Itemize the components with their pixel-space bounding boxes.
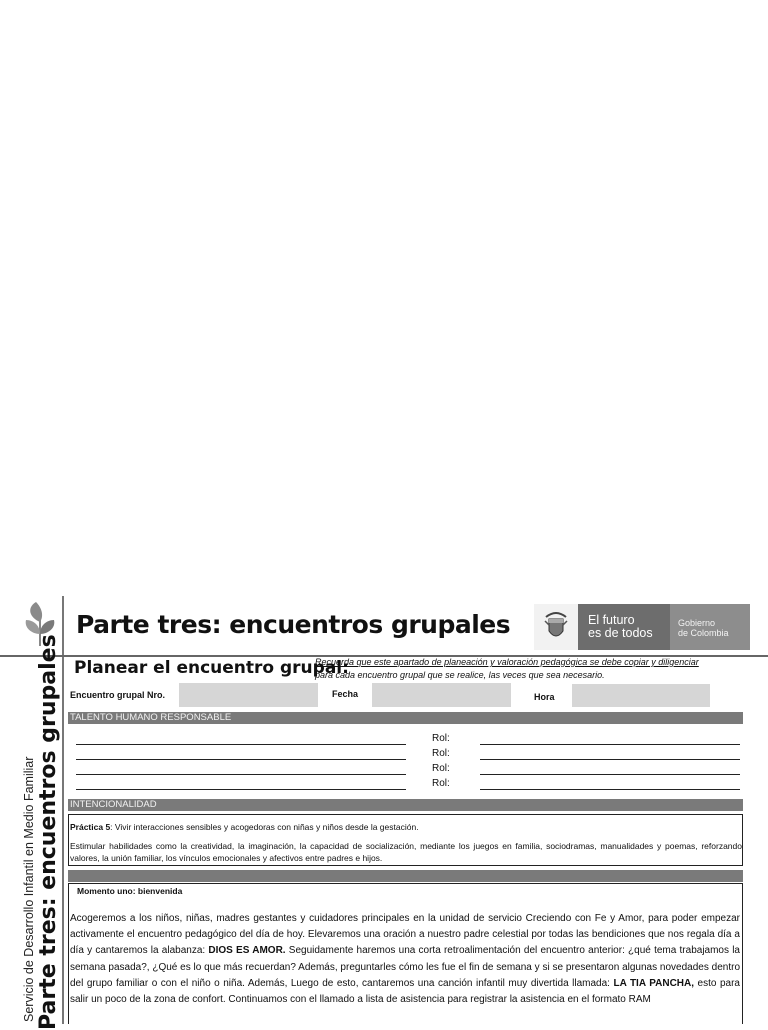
rol-line-3[interactable] xyxy=(480,774,740,775)
page-title: Parte tres: encuentros grupales xyxy=(76,610,511,639)
name-line-4[interactable] xyxy=(76,789,406,790)
fecha-field[interactable] xyxy=(372,683,511,707)
encuentro-number-label: Encuentro grupal Nro. xyxy=(70,690,166,700)
encuentro-number-field[interactable] xyxy=(179,683,318,707)
hora-field[interactable] xyxy=(572,684,710,707)
planear-title: Planear el encuentro grupal: xyxy=(74,658,349,678)
name-line-1[interactable] xyxy=(76,744,406,745)
rol-label-1: Rol: xyxy=(432,733,450,744)
gov-slogan xyxy=(578,604,670,650)
name-line-2[interactable] xyxy=(76,759,406,760)
coat-of-arms-icon xyxy=(534,604,578,650)
planear-note-line1: Recuerda que este apartado de planeación y valoración pedagógica se debe copiar y diligenciar xyxy=(315,657,699,667)
rol-label-3: Rol: xyxy=(432,763,450,774)
rol-label-4: Rol: xyxy=(432,778,450,789)
momento-title: Momento uno: bienvenida xyxy=(77,886,183,896)
side-section-title: Parte tres: encuentros grupales xyxy=(36,634,61,1030)
fecha-label: Fecha xyxy=(332,689,359,699)
gov-name xyxy=(670,604,750,650)
song-la-tia-pancha: LA TIA PANCHA, xyxy=(613,977,695,989)
practica-text xyxy=(70,822,419,832)
practica-label: Práctica 5 xyxy=(70,822,111,832)
estimular-text: Estimular habilidades como la creatividad, la imaginación, la capacidad de socialización, mediante los juegos en familia, sociodramas, manualidades y poemas, reforzando valores, la unión familiar, los vínculos emocionales y afectivos entre padres e hijos. xyxy=(70,841,742,863)
name-line-3[interactable] xyxy=(76,774,406,775)
momento-text-part1: Acogeremos a los niños, niñas, madres gestantes y cuidadores principales en la unidad de servicio Creciendo con Fe y Amor, para poder empezar activamente el encuentro pedagógico del día de hoy. Elevaremos una oración a nuestro padre celestial por todas las bendiciones que nos regala día a día y cantaremos la alabanza: xyxy=(70,913,740,957)
rol-line-4[interactable] xyxy=(480,789,740,790)
side-service-label: Servicio de Desarrollo Infantil en Medio Familiar xyxy=(22,756,36,1022)
rol-label-2: Rol: xyxy=(432,748,450,759)
gov-name-line2: de Colombia xyxy=(678,628,729,638)
momento-text xyxy=(70,911,740,1008)
gov-name-line1: Gobierno xyxy=(678,618,716,628)
practica-description: : Vivir interacciones sensibles y acogedoras con niñas y niños desde la gestación. xyxy=(110,822,419,832)
gov-slogan-line1: El futuro xyxy=(588,613,635,627)
hora-label: Hora xyxy=(534,692,555,702)
gov-slogan-line2: es de todos xyxy=(588,626,653,640)
planear-note-line2: para cada encuentro grupal que se realice, las veces que sea necesario. xyxy=(315,670,605,680)
talento-humano-header: TALENTO HUMANO RESPONSABLE xyxy=(68,712,743,724)
intencionalidad-header: INTENCIONALIDAD xyxy=(68,799,743,811)
rol-line-1[interactable] xyxy=(480,744,740,745)
blank-section-bar xyxy=(68,870,743,882)
song-dios-es-amor: DIOS ES AMOR. xyxy=(208,945,286,957)
side-divider xyxy=(62,596,64,1024)
momento-text-part3: esto para salir un poco de la zona de confort. Continuamos con el llamado a lista de asistencia para registrar la asistencia en el formato RAM xyxy=(70,977,740,1006)
rol-line-2[interactable] xyxy=(480,759,740,760)
government-logo xyxy=(534,604,750,650)
momento-text-part2: Seguidamente haremos una corta retroalimentación del encuentro anterior: ¿qué tema trabajamos la semana pasada?, ¿Qué es lo que más recuerdan? Además, preguntarles cómo les fue el fin de semana y si se presentaron algunas novedades dentro del grupo familiar o con el niño o niña. Además, Luego de esto, cantaremos una canción infantil muy divertida llamada: xyxy=(70,945,740,989)
